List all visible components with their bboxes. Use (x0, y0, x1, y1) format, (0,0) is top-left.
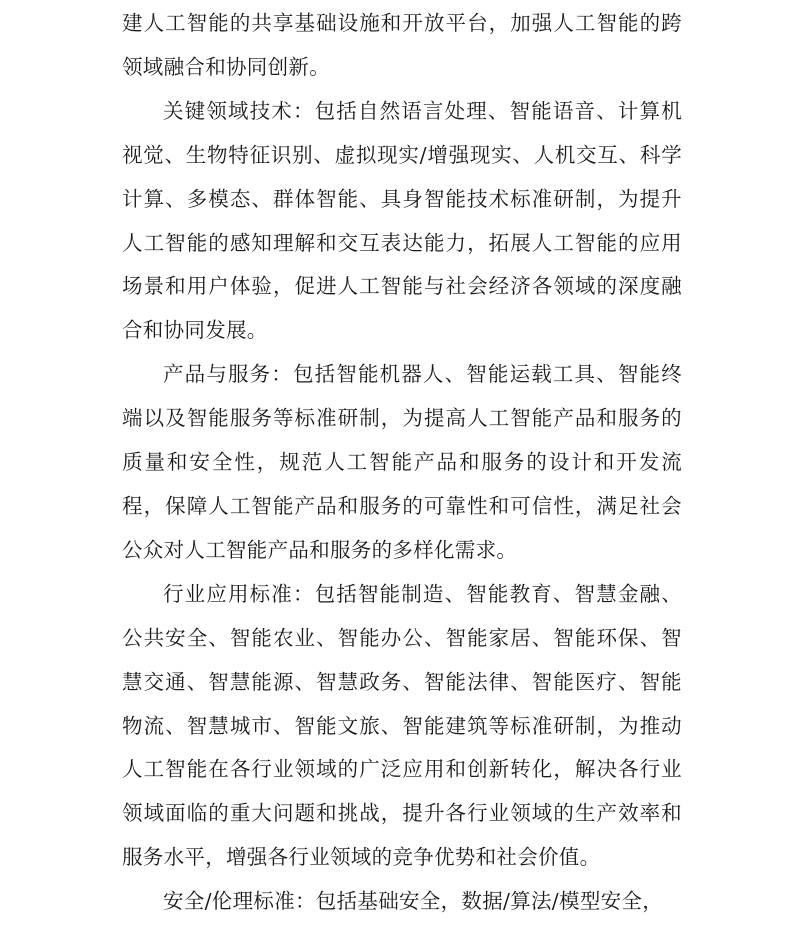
document-body (122, 2, 682, 924)
paragraph-safety-ethics-standards: 安全/伦理标准：包括基础安全，数据/算法/模型安全， (163, 889, 664, 914)
paragraph-products-and-services: 产品与服务：包括智能机器人、智能运载工具、智能终端以及智能服务等标准研制，为提高人工智能产品和服务的质量和安全性，规范人工智能产品和服务的设计和开发流程，保障人工智能产品和服务的可靠性和可信性，满足社会公众对人工智能产品和服务的多样化需求。 (122, 362, 682, 562)
paragraph-key-domain-technology: 关键领域技术：包括自然语言处理、智能语音、计算机视觉、生物特征识别、虚拟现实/增强现实、人机交互、科学计算、多模态、群体智能、具身智能技术标准研制，为提升人工智能的感知理解和交互表达能力，拓展人工智能的应用场景和用户体验，促进人工智能与社会经济各领域的深度融合和协同发展。 (122, 98, 682, 343)
paragraph-infrastructure: 建人工智能的共享基础设施和开放平台，加强人工智能的跨领域融合和协同创新。 (122, 11, 682, 79)
paragraph-industry-application-standards: 行业应用标准：包括智能制造、智能教育、智慧金融、公共安全、智能农业、智能办公、智能家居、智能环保、智慧交通、智慧能源、智慧政务、智能法律、智能医疗、智能物流、智慧城市、智能文旅、智能建筑等标准研制，为推动人工智能在各行业领域的广泛应用和创新转化，解决各行业领域面临的重大问题和挑战，提升各行业领域的生产效率和服务水平，增强各行业领域的竞争优势和社会价值。 (122, 581, 682, 870)
